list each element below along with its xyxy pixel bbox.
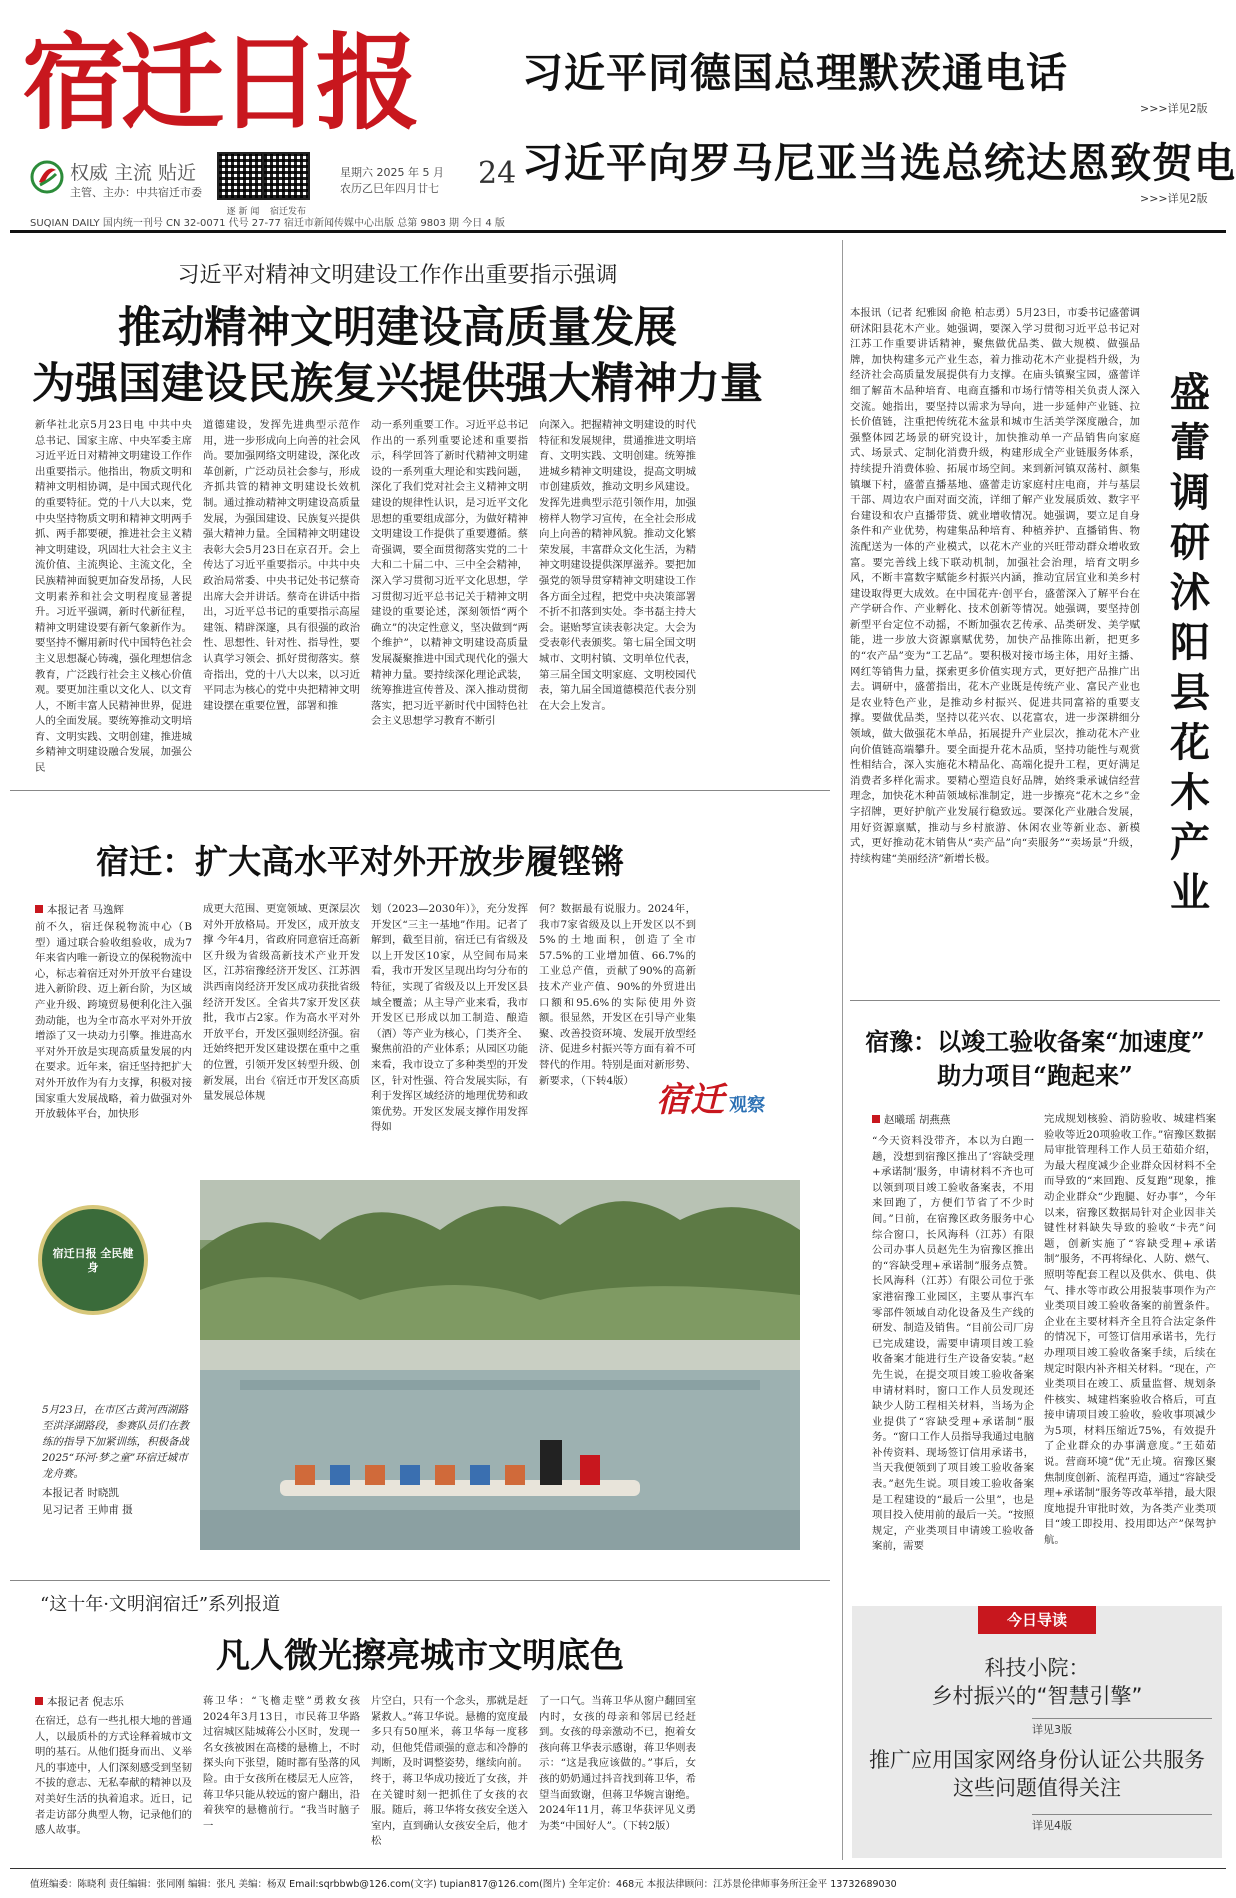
date-line: 星期六 2025 年 5 月 (340, 166, 444, 179)
qr-label: 逐 新 闻 (226, 207, 260, 217)
top-headline[interactable]: 习近平同德国总理默茨通电话 (522, 49, 1068, 97)
dragon-boat-photo[interactable] (200, 1180, 800, 1550)
article-column: 完成规划核验、消防验收、城建档案验收等近20项验收工作。”宿豫区数据局审批管理科工作人员王茹茹介绍，为最大程度减少企业群众因材料不全而导致的“来回跑、反复跑”现象，推动企业群众“少跑腿、好办事”，今年以来，宿豫区数据局针对企业因非关键性材料缺失导致的验收“卡壳”问题，创新实施了“容缺受理+承诺制”服务，不再将绿化、人防、燃气、照明等配套工程以及供水、供电、供气、排水等市政公用报装事项作为产业类项目竣工验收备案的前置条件。企业在主要材料齐全且符合法定条件的情况下，可签订信用承诺书，先行办理项目竣工验收备案手续，后续在规定时限内补齐相关材料。“现在，产业类项目在竣工、质量监督、规划条件核实、城建档案验收合格后，可直接申请项目竣工验收，验收事项减少为5项，材料压缩近75%，有效提升了企业群众的办事满意度。”王茹茹说。营商环境“优”无止境。宿豫区聚焦制度创新、流程再造，通过“容缺受理+承诺制”服务等改革举措，最大限度地提升审批时效，为各类产业类项目“竣工即投用、投用即达产”保驾护航。 (1044, 1113, 1216, 1547)
guide-item-title[interactable]: 这些问题值得关注 (953, 1776, 1121, 1800)
wenming-headline[interactable]: 凡人微光擦亮城市文明底色 (216, 1636, 624, 1676)
photo-credit: 见习记者 王帅甫 摄 (42, 1504, 133, 1516)
article-column: 向深入。把握精神文明建设的时代特征和发展规律，贯通推进文明培育、文明实践、文明创建。统筹推进城乡精神文明建设，提高文明城市创建质效，推动文明乡风建设。发挥先进典型示范引领作用，加强榜样人物学习宣传，在全社会形成向上向善的精神风貌。推动文化繁荣发展，丰富群众文化生活，为精神文明建设提供深厚滋养。要把加强党的领导贯穿精神文明建设工作各方面全过程，把党中央决策部署不折不扣落到实处。李书磊主持大会。谌贻琴宣读表彰决定。大会为受表彰代表颁奖。第七届全国文明城市、文明村镇、文明单位代表，第三届全国文明家庭、文明校园代表，第九届全国道德模范代表分别在大会上发言。 (539, 419, 696, 712)
byline (35, 902, 124, 917)
photo-caption: 5月23日，在市区古黄河西湖路至洪泽湖路段，参赛队员们在教练的指导下加紧训练，积极备战2025“环河·梦之童”环宿迁城市龙舟赛。 (42, 1404, 189, 1480)
byline-name: 本报记者 倪志乐 (47, 1696, 124, 1708)
article-column: 动一系列重要工作。习近平总书记作出的一系列重要论述和重要指示，科学回答了新时代精神文明建设的一系列重大理论和实践问题，深化了我们党对社会主义精神文明建设的规律性认识，是习近平文化思想的重要组成部分，为做好精神文明建设工作提供了重要遵循。蔡奇强调，要全面贯彻落实党的二十大和二十届二中、三中全会精神，深入学习贯彻习近平文化思想，学习贯彻习近平总书记关于精神文明建设的重要论述，深刻领悟“两个确立”的决定性意义，坚决做到“两个维护”，以精神文明建设高质量发展凝聚推进中国式现代化的强大精神力量。要持续深化理论武装，统筹推进宣传普及、深入推动贯彻落实，把习近平新时代中国特色社会主义思想学习教育不断引 (371, 419, 528, 728)
section-rule (10, 1580, 830, 1581)
guide-item-title[interactable]: 乡村振兴的“智慧引擎” (931, 1684, 1143, 1708)
article-column: 蒋卫华：“飞檐走壁”勇救女孩 2024年3月13日，市民蒋卫华路过宿城区陆城蒋公小区时，发现一名女孩被困在高楼的悬檐上，不时探头向下张望，随时都有坠落的风险。由于女孩所在楼层无人应答，蒋卫华只能从较远的窗户翻出，沿着狭窄的悬檐前行。“我当时脑子一 (203, 1695, 360, 1832)
publication-info: SUQIAN DAILY 国内统一刊号 CN 32-0071 代号 27-77 宿迁市新闻传媒中心出版 总第 9803 期 今日 4 版 (30, 218, 505, 229)
guide-item-title[interactable]: 推广应用国家网络身份认证公共服务 (869, 1748, 1205, 1772)
footer-rule (10, 1868, 1226, 1869)
logo-mark (30, 160, 64, 194)
vertical-headline[interactable]: 盛蕾调研沭阳县花木产业 (1170, 369, 1210, 916)
day-number: 24 (478, 156, 517, 191)
article-column: 在宿迁，总有一些扎根大地的普通人，以最质朴的方式诠释着城市文明的基石。从他们挺身而出、义举凡的事迹中，人们深刻感受到坚韧不拔的意志、无私奉献的精神以及对美好生活的执着追求。近日，记者走访部分典型人物，记录他们的感人故事。 (35, 1715, 192, 1837)
guide-see-link[interactable]: 详见4版 (1032, 1814, 1212, 1833)
observe-logo-text: 宿迁 (656, 1080, 724, 1120)
article-column: 划（2023—2030年）》，充分发挥开发区“三主一基地”作用。记者了解到，截至目前，宿迁已有省级及以上开发区10家，从空间布局来看，我市开发区呈现出均匀分布的特征，实现了省级及以上开发区县域全覆盖；从主导产业来看，我市开发区已形成以加工制造、酿造（酒）等产业为核心，门类齐全、聚焦前沿的产业体系；从园区功能来看，我市设立了多种类型的开发区，针对性强、符合发展实际，有利于发挥区域经济的地理优势和政策优势。开发区发展支撑作用发挥得如 (371, 903, 528, 1134)
badge-text: 宿迁日报 全民健身 (52, 1247, 134, 1274)
top-headline[interactable]: 习近平向罗马尼亚当选总统达恩致贺电 (522, 139, 1236, 187)
guide-tag: 今日导读 (978, 1606, 1096, 1634)
column-divider (842, 240, 843, 1860)
article-column: 片空白，只有一个念头，那就是赶紧救人。”蒋卫华说。悬檐的宽度最多只有50厘米，蒋卫华每一度移动，但他凭借顽强的意志和冷静的判断，及时调整姿势，继续向前。终于，蒋卫华成功接近了女孩，并在关键时刻一把抓住了女孩的衣服。随后，蒋卫华将女孩安全送入室内，直到确认女孩安全后，他才松 (371, 1695, 528, 1848)
article-column: 了一口气。当蒋卫华从窗户翻回室内时，女孩的母亲和邻居已经赶到。女孩的母亲激动不已，抱着女孩向蒋卫华表示感谢，蒋卫华则表示：“这是我应该做的。”事后，女孩的奶奶通过抖音找到蒋卫华，希望当面致谢，但蒋卫华婉言谢绝。2024年11月，蒋卫华获评见义勇为类“中国好人”。（下转2版） (539, 1695, 696, 1832)
masthead-rule (10, 230, 1226, 233)
byline-name: 赵曦瑶 胡燕燕 (884, 1114, 951, 1126)
photo-scene (200, 1180, 800, 1550)
byline (35, 1694, 124, 1709)
byline (872, 1112, 950, 1127)
suyu-headline-2[interactable]: 助力项目“跑起来” (937, 1061, 1133, 1090)
byline-name: 本报记者 马逸辉 (47, 904, 124, 916)
todays-guide (852, 1606, 1222, 1858)
lead-kicker: 习近平对精神文明建设工作作出重要指示强调 (177, 263, 618, 288)
guide-item-title[interactable]: 科技小院： (984, 1656, 1090, 1680)
newspaper-title: 宿迁日报 (22, 21, 415, 144)
series-kicker: “这十年·文明润宿迁”系列报道 (40, 1594, 281, 1615)
article-column: 成更大范围、更宽领域、更深层次对外开放格局。开发区，成开放支撑 今年4月，省政府同意宿迁高新区升级为省级高新技术产业开发区，江苏宿豫经济开发区、江苏泗洪西南岗经济开发区成功获批省级经济开发区。全省共7家开发区获批，我市占2家。作为高水平对外开放平台，开发区强则经济强。宿迁始终把开发区建设摆在重中之重的位置，引领开发区转型升级、创新发展，出台《宿迁市开发区高质量发展总体规 (203, 903, 360, 1103)
article-column: “今天资料没带齐，本以为白跑一趟，没想到宿豫区推出了‘容缺受理+承诺制’服务，申请材料不齐也可以领到项目竣工验收备案表，不用来回跑了，方便们节省了不少时间。”日前，在宿豫区政务服务中心综合窗口，长风海科（江苏）有限公司办事人员赵先生为宿豫区推出的“容缺受理+承诺制”服务点赞。长风海科（江苏）有限公司位于张家港宿豫工业园区，主要从事汽车零部件领域自动化设备及生产线的研发、制造及销售。“目前公司厂房已完成建设，需要申请项目竣工验收备案才能进行生产设备安装。”赵先生说，在提交项目竣工验收备案申请材料时，窗口工作人员发现还缺少人防工程相关材料，当场为企业提供了“容缺受理+承诺制”服务。“窗口工作人员指导我通过电脑补传资料、现场签订信用承诺书，当天我便领到了项目竣工验收备案表。”赵先生说。项目竣工验收备案是工程建设的“最后一公里”，也是项目投入使用前的最后一关。“按照规定，产业类项目申请竣工验收备案前，需要 (872, 1135, 1034, 1553)
lead-headline-2[interactable]: 为强国建设民族复兴提供强大精神力量 (32, 359, 763, 409)
observe-logo-sub: 观察 (729, 1095, 766, 1116)
slogan: 权威 主流 贴近 (70, 162, 197, 184)
qr-code[interactable] (217, 152, 265, 200)
photo-credit: 本报记者 时晓凯 (42, 1487, 119, 1499)
see-page-link[interactable]: >>>详见2版 (1140, 102, 1208, 115)
observe-logo (656, 1072, 765, 1121)
section-rule (10, 790, 830, 791)
qr-code[interactable] (262, 152, 310, 200)
qr-label: 宿迁发布 (269, 207, 306, 217)
leaf-logo-icon (30, 160, 64, 194)
sponsor: 主管、主办：中共宿迁市委 (70, 186, 202, 199)
see-page-link[interactable]: >>>详见2版 (1140, 192, 1208, 205)
right-article-body: 本报讯（记者 纪雅囡 俞艳 柏志勇）5月23日，市委书记盛蕾调研沭阳县花木产业。她强调，要深入学习贯彻习近平总书记对江苏工作重要讲话精神，聚焦做优品类、做大规模、做强品牌，加快构建多元产业生态，着力推动花木产业提档升级，为经济社会高质量发展提供有力支撑。在庙头镇聚宝园，盛蕾详细了解苗木品种培育、电商直播和市场行情等相关负责人深入交流。她指出，要坚持以需求为导向，进一步延伸产业链、拉长价值链，注重把传统花木盆景和城市生活美学深度融合，加强整体园艺场景的研究设计，加快推动单一产品销售向家庭式、场景式、定制化消费升级，构建形成全产业链服务体系，持续提升消费体验、拓展市场空间。来到新河镇双荡村、颜集镇堰下村，盛蕾直播基地、盛蕾走访家庭村庄电商，并与基层干部、周边农户面对面交流，详细了解产业发展质效、数字平台建设和农户直播带货、就业增收情况。她强调，要立足自身条件和产业优势，构建集品种培育、种植养护、直播销售、物流配送为一体的产业模式，以花木产业的兴旺带动群众增收致富。要完善线上线下联动机制，加强社会治理，培育文明乡风，不断丰富数字赋能乡村振兴内涵，推动宜居宜业和美乡村建设取得更大成效。在中国花卉·创平台，盛蕾深入了解平台在产学研合作、产业孵化、技术创新等情况。她强调，要坚持创新型平台定位不动摇，不断加强农艺传承、品类研发、美学赋能，进一步放大资源禀赋优势，加快产品推陈出新，把更多的“农产品”变为“工艺品”。要积极对接市场主体，用好主播、网红等销售力量，探索更多价值实现方式，更好把产品推广出去。调研中，盛蕾指出，花木产业既是传统产业、富民产业也是农业特色产业，是推动乡村振兴、促进共同富裕的重要支撑。要做优品类，坚持以花兴农、以花富农，进一步深耕细分领域，做大做强花木单品，拓展提升产业层次，推动花木产业向价值链高端攀升。要全面提升花木品质，坚持功能性与观赏性相结合，深入实施花木精品化、高端化提升工程，更好满足消费者多样化需求。要精心塑造良好品牌，始终秉承诚信经营理念，加快花木种苗领域标准制定，进一步擦亮“花木之乡”金字招牌，更好护航产业发展行稳致远。要深化产业融合发展，用好资源禀赋，推动与乡村旅游、休闲农业等新业态、新模式，更好推动花木销售从“卖产品”向“卖服务”“卖场景”升级，持续构建“美丽经济”新增长极。 (850, 307, 1140, 865)
article-column: 前不久，宿迁保税物流中心（B型）通过联合验收组验收，成为7年来省内唯一新设立的保税物流中心，标志着宿迁对外开放平台建设进入新阶段、迈上新台阶，为区域产业升级、跨境贸易便利化注入强劲动能，也为全市高水平对外开放增添了又一块动力引擎。推进高水平对外开放是实现高质量发展的内在要求。近年来，宿迁坚持把扩大对外开放作为有力支撑，积极对接国家重大发展战略，着力做强对外开放载体平台，加快形 (35, 921, 192, 1121)
suyu-headline-1[interactable]: 宿豫：以竣工验收备案“加速度” (865, 1027, 1205, 1056)
lead-headline-1[interactable]: 推动精神文明建设高质量发展 (118, 303, 677, 353)
footer-credits: 值班编委：陈晓利 责任编辑：张同刚 编辑：张凡 美编：杨双 Email:sqrbbwb@126.com(文字) tupian817@126.com(图片) 全年定价：468元 本报法律顾问：江苏景伦律师事务所汪金平 13732689030 (30, 1879, 897, 1890)
guide-see-link[interactable]: 详见3版 (1032, 1718, 1212, 1737)
suqian-headline[interactable]: 宿迁：扩大高水平对外开放步履铿锵 (96, 842, 624, 881)
article-column: 何？数据最有说服力。2024年，我市7家省级及以上开发区以不到5%的土地面积，创造了全市57.5%的工业增加值、66.7%的工业总产值，贡献了90%的高新技术产业产值、90%的外贸进出口额和95.6%的实际使用外资额。很显然，开发区在引导产业集聚、改善投资环境、发展开放型经济、促进乡村振兴等方面有着不可替代的作用。特别是面对新形势、新要求，（下转4版） (539, 903, 696, 1087)
event-badge (38, 1205, 148, 1315)
lunar-date: 农历乙巳年四月廿七 (340, 182, 439, 195)
article-column: 道德建设，发挥先进典型示范作用，进一步形成向上向善的社会风尚。要加强网络文明建设，深化改革创新，广泛动员社会参与，形成齐抓共管的精神文明建设长效机制。通过推动精神文明建设高质量发展，为强国建设、民族复兴提供强大精神力量。全国精神文明建设表彰大会5月23日在京召开。会上传达了习近平重要指示。中共中央政治局常委、中央书记处书记蔡奇出席大会并讲话。蔡奇在讲话中指出，习近平总书记的重要指示高屋建瓴、精辟深邃，具有很强的政治性、思想性、针对性、指导性，要认真学习领会、抓好贯彻落实。蔡奇指出，党的十八大以来，以习近平同志为核心的党中央把精神文明建设摆在重要位置，部署和推 (203, 419, 360, 712)
section-rule (850, 1000, 1220, 1001)
article-column: 新华社北京5月23日电 中共中央总书记、国家主席、中央军委主席习近平近日对精神文明建设工作作出重要指示。他指出，物质文明和精神文明相协调，是中国式现代化的重要特征。党的十八大以来，党中央坚持物质文明和精神文明两手抓、两手都要硬，推进社会主义精神文明建设，巩固壮大社会主义主流价值、主流舆论、主流文化，全民族精神面貌更加奋发昂扬，人民文明素养和社会文明程度显著提升。习近平强调，新时代新征程，精神文明建设要有新气象新作为。要坚持不懈用新时代中国特色社会主义思想凝心铸魂，强化理想信念教育，广泛践行社会主义核心价值观。要更加注重以文化人、以文育人，不断丰富人民精神世界，促进人的全面发展。要统筹推动文明培育、文明实践、文明创建，推进城乡精神文明建设融合发展，加强公民 (35, 419, 192, 775)
